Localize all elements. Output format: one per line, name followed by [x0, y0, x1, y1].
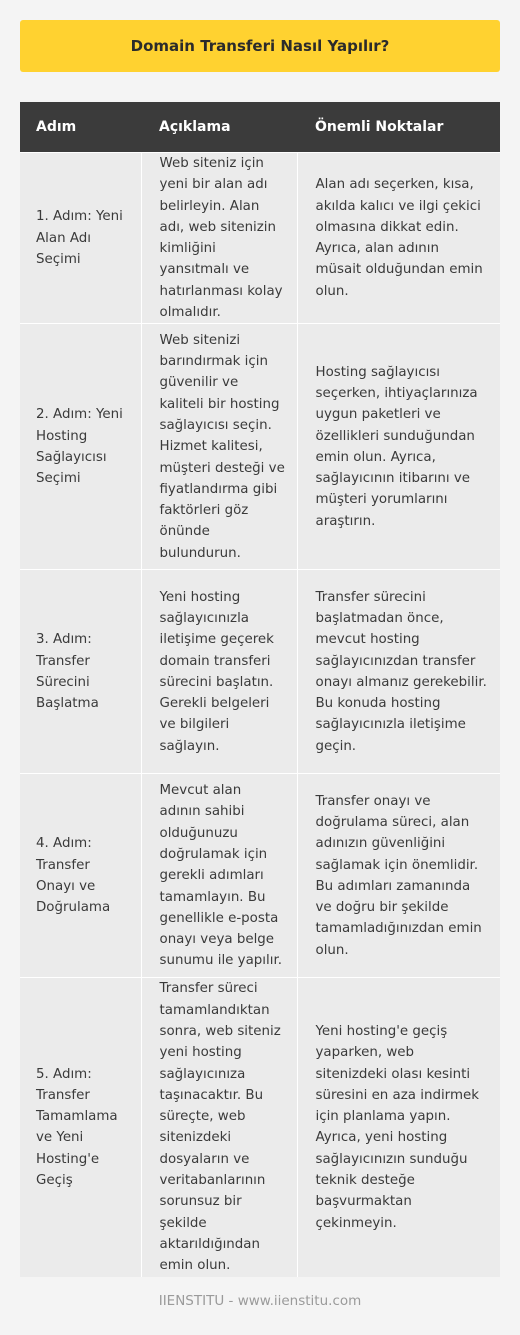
notes-cell: Transfer onayı ve doğrulama süreci, alan adınızın güvenliğini sağlamak için önemlidir. Bu adımları zamanında ve doğru bir şekilde tamamladığınızdan emin olun. — [297, 774, 500, 978]
table-row — [20, 324, 500, 570]
title-banner — [20, 20, 500, 72]
transfer-steps-table — [20, 102, 500, 1277]
table-row — [20, 153, 500, 324]
notes-cell: Yeni hosting'e geçiş yaparken, web sitenizdeki olası kesinti süresini en aza indirmek için planlama yapın. Ayrıca, yeni hosting sağlayıcınızın sunduğu teknik desteğe başvurmaktan çekinmeyin. — [297, 978, 500, 1277]
description-cell: Web sitenizi barındırmak için güvenilir ve kaliteli bir hosting sağlayıcısı seçin. Hizmet kalitesi, müşteri desteği ve fiyatlandırma gibi faktörleri göz önünde bulundurun. — [141, 324, 297, 570]
page-title: Domain Transferi Nasıl Yapılır? — [130, 37, 390, 55]
step-cell: 1. Adım: Yeni Alan Adı Seçimi — [20, 153, 141, 324]
table-row — [20, 774, 500, 978]
column-header-description: Açıklama — [141, 102, 297, 153]
table-header-row — [20, 102, 500, 153]
notes-cell: Hosting sağlayıcısı seçerken, ihtiyaçlarınıza uygun paketleri ve özellikleri sunduğundan emin olun. Ayrıca, sağlayıcının itibarını ve müşteri yorumlarını araştırın. — [297, 324, 500, 570]
notes-cell: Alan adı seçerken, kısa, akılda kalıcı ve ilgi çekici olmasına dikkat edin. Ayrıca, alan adının müsait olduğundan emin olun. — [297, 153, 500, 324]
footer-credit: IIENSTITU - www.iienstitu.com — [158, 1293, 362, 1309]
step-cell: 2. Adım: Yeni Hosting Sağlayıcısı Seçimi — [20, 324, 141, 570]
description-cell: Yeni hosting sağlayıcınızla iletişime geçerek domain transferi sürecini başlatın. Gerekli belgeleri ve bilgileri sağlayın. — [141, 570, 297, 774]
notes-cell: Transfer sürecini başlatmadan önce, mevcut hosting sağlayıcınızdan transfer onayı almanız gerekebilir. Bu konuda hosting sağlayıcınızla iletişime geçin. — [297, 570, 500, 774]
column-header-notes: Önemli Noktalar — [297, 102, 500, 153]
description-cell: Mevcut alan adının sahibi olduğunuzu doğrulamak için gerekli adımları tamamlayın. Bu genellikle e-posta onayı veya belge sunumu ile yapılır. — [141, 774, 297, 978]
description-cell: Web siteniz için yeni bir alan adı belirleyin. Alan adı, web sitenizin kimliğini yansıtmalı ve hatırlanması kolay olmalıdır. — [141, 153, 297, 324]
step-cell: 5. Adım: Transfer Tamamlama ve Yeni Hosting'e Geçiş — [20, 978, 141, 1277]
step-cell: 4. Adım: Transfer Onayı ve Doğrulama — [20, 774, 141, 978]
table-row — [20, 978, 500, 1277]
step-cell: 3. Adım: Transfer Sürecini Başlatma — [20, 570, 141, 774]
table-row — [20, 570, 500, 774]
description-cell: Transfer süreci tamamlandıktan sonra, web siteniz yeni hosting sağlayıcınıza taşınacaktır. Bu süreçte, web sitenizdeki dosyaların ve veritabanlarının sorunsuz bir şekilde aktarıldığından emin olun. — [141, 978, 297, 1277]
column-header-step: Adım — [20, 102, 141, 153]
